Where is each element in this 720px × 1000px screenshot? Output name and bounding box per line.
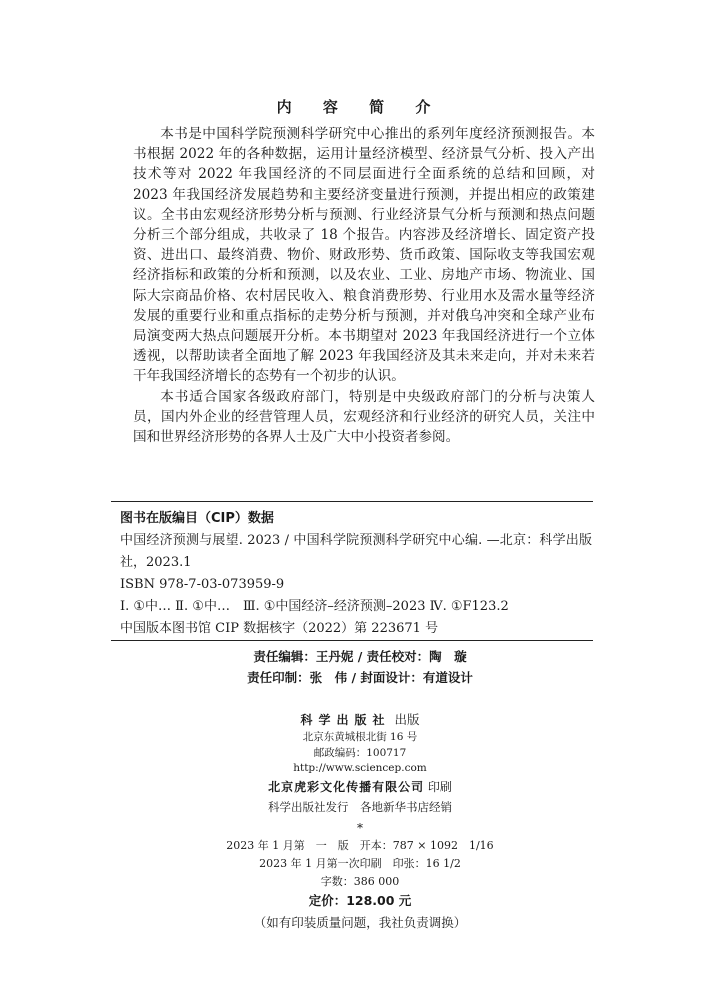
cip-entry: 中国经济预测与展望. 2023 / 中国科学院预测科学研究中心编. —北京：科学出版社，2023.1 xyxy=(120,533,592,570)
publisher-line xyxy=(0,710,720,730)
separator-star: * xyxy=(357,820,363,835)
publisher-postcode: 邮政编码：100717 xyxy=(313,746,407,759)
cip-bottom-rule xyxy=(111,640,593,641)
summary-paragraph-1: 本书是中国科学院预测科学研究中心推出的系列年度经济预测报告。本书根据 2022 年的各种数据，运用计量经济模型、经济景气分析、投入产出技术等对 2022 年我国经济的不同层面进行全面系统的总结和回顾，对 2023 年我国经济发展趋势和主要经济变量进行预测，并提出相应的政策建议。全书由宏观经济形势分析与预测、行业经济景气分析与预测和热点问题分析三个部分组成，共收录了 18 个报告。内容涉及经济增长、固定资产投资、进出口、最终消费、物价、财政形势、货币政策、国际收支等我国宏观经济指标和政策的分析和预测，以及农业、工业、房地产市场、物流业、国际大宗商品价格、农村居民收入、粮食消费形势、行业用水及需水量等经济发展的重要行业和重点指标的走势分析与预测，并对俄乌冲突和全球产业布局演变两大热点问题展开分析。本书期望对 2023 年我国经济进行一个立体透视，以帮助读者全面地了解 2023 年我国经济及其未来走向，并对未来若干年我国经济增长的态势有一个初步的认识。 xyxy=(133,126,595,385)
cip-heading: 图书在版编目（CIP）数据 xyxy=(120,511,274,526)
colophon-block xyxy=(0,710,720,935)
price-line: 定价：128.00 元 xyxy=(308,892,412,908)
publisher-suffix: 出版 xyxy=(394,712,420,727)
credits-block xyxy=(0,646,720,688)
cip-record: 中国版本图书馆 CIP 数据核字（2022）第 223671 号 xyxy=(120,621,439,636)
cip-isbn: ISBN 978-7-03-073959-9 xyxy=(120,577,285,592)
publisher-website: http://www.sciencep.com xyxy=(293,762,427,774)
credits-editors: 责任编辑：王丹妮 / 责任校对：陶 璇 xyxy=(253,649,467,664)
cip-block xyxy=(120,508,592,640)
distribution-line: 科学出版社发行 各地新华书店经销 xyxy=(268,799,452,814)
printing-line: 2023 年 1 月第一次印刷 印张：16 1/2 xyxy=(259,856,461,870)
printer-name: 北京虎彩文化传播有限公司 xyxy=(268,779,425,794)
cip-top-rule xyxy=(111,501,593,502)
printer-suffix: 印刷 xyxy=(427,779,452,794)
edition-line: 2023 年 1 月第 一 版 开本：787 × 1092 1/16 xyxy=(226,838,494,852)
summary-paragraph-2: 本书适合国家各级政府部门，特别是中央级政府部门的分析与决策人员，国内外企业的经营管理人员，宏观经济和行业经济的研究人员，关注中国和世界经济形势的各界人士及广大中小投资者参阅。 xyxy=(133,388,595,446)
cip-classification: Ⅰ. ①中… Ⅱ. ①中… Ⅲ. ①中国经济–经济预测–2023 Ⅳ. ①F123.2 xyxy=(120,599,509,614)
publisher-address: 北京东黄城根北街 16 号 xyxy=(302,731,418,743)
word-count-line: 字数：386 000 xyxy=(320,874,400,888)
summary-title: 内 容 简 介 xyxy=(276,98,444,116)
publisher-name: 科学出版社 xyxy=(300,713,391,727)
summary-section xyxy=(133,124,595,447)
quality-notice: （如有印装质量问题，我社负责调换） xyxy=(253,914,467,930)
printer-line xyxy=(0,777,720,797)
credits-production: 责任印制：张 伟 / 封面设计：有道设计 xyxy=(247,670,473,685)
